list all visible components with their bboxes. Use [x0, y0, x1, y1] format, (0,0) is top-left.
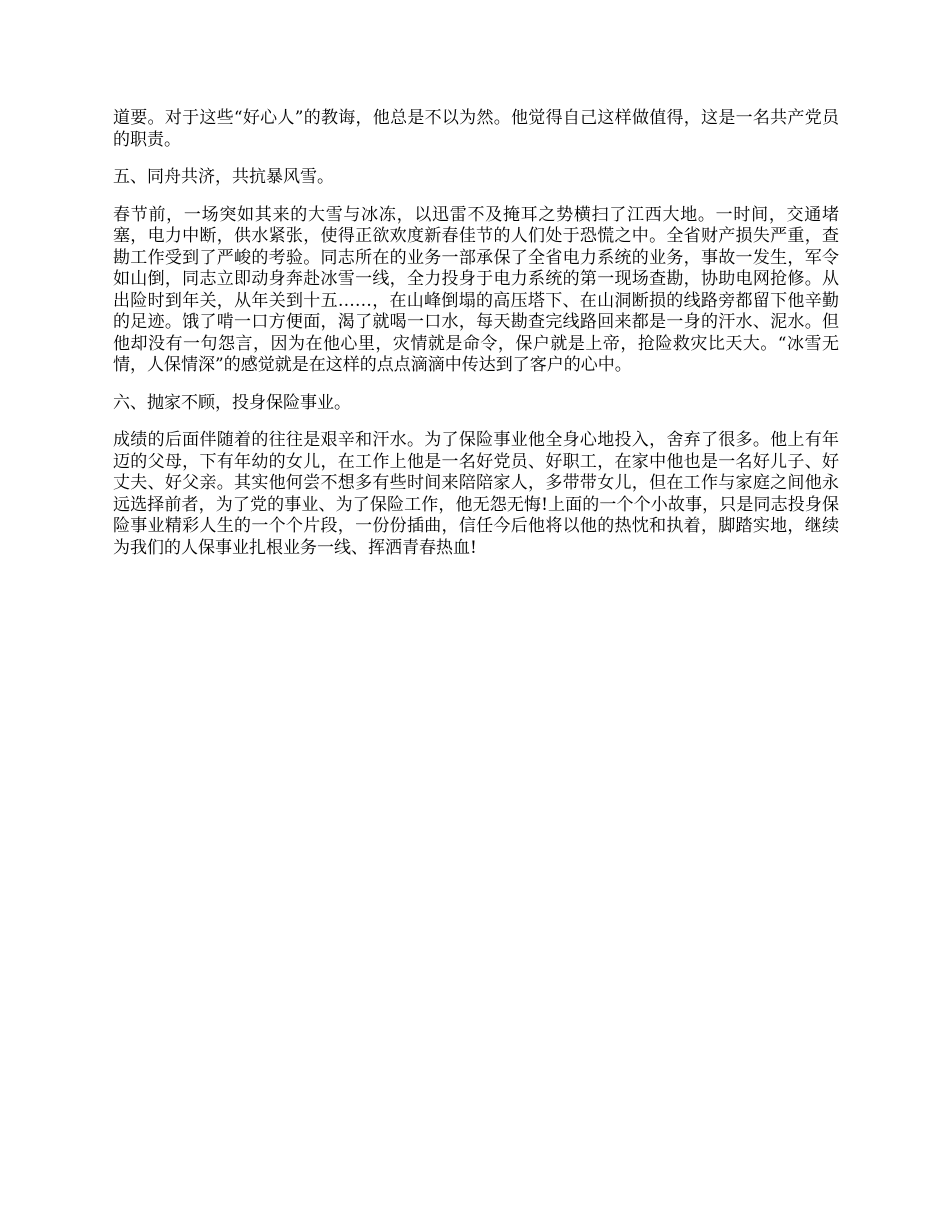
section-heading-5: 五、同舟共济，共抗暴风雪。 — [113, 167, 334, 187]
document-page — [113, 108, 839, 575]
paragraph-continuation: 道要。对于这些“好心人”的教诲，他总是不以为然。他觉得自己这样做值得，这是一名共产党员的职责。 — [113, 108, 839, 150]
paragraph-section-5: 春节前，一场突如其来的大雪与冰冻，以迅雷不及掩耳之势横扫了江西大地。一时间，交通堵塞，电力中断，供水紧张，使得正欲欢度新春佳节的人们处于恐慌之中。全省财产损失严重，查勘工作受到了严峻的考验。同志所在的业务一部承保了全省电力系统的业务，事故一发生，军令如山倒，同志立即动身奔赴冰雪一线，全力投身于电力系统的第一现场查勘，协助电网抢修。从出险时到年关，从年关到十五……，在山峰倒塌的高压塔下、在山洞断损的线路旁都留下他辛勤的足迹。饿了啃一口方便面，渴了就喝一口水，每天勘查完线路回来都是一身的汗水、泥水。但他却没有一句怨言，因为在他心里，灾情就是命令，保户就是上帝，抢险救灾比天大。“冰雪无情，人保情深”的感觉就是在这样的点点滴滴中传达到了客户的心中。 — [113, 204, 839, 375]
paragraph-section-6: 成绩的后面伴随着的往往是艰辛和汗水。为了保险事业他全身心地投入，舍弃了很多。他上有年迈的父母，下有年幼的女儿，在工作上他是一名好党员、好职工，在家中他也是一名好儿子、好丈夫、好父亲。其实他何尝不想多有些时间来陪陪家人，多带带女儿，但在工作与家庭之间他永远选择前者，为了党的事业、为了保险工作，他无怨无悔!上面的一个个小故事，只是同志投身保险事业精彩人生的一个个片段，一份份插曲，信任今后他将以他的热忱和执着，脚踏实地，继续为我们的人保事业扎根业务一线、挥洒青春热血! — [113, 430, 839, 558]
section-heading-6: 六、抛家不顾，投身保险事业。 — [113, 392, 351, 413]
